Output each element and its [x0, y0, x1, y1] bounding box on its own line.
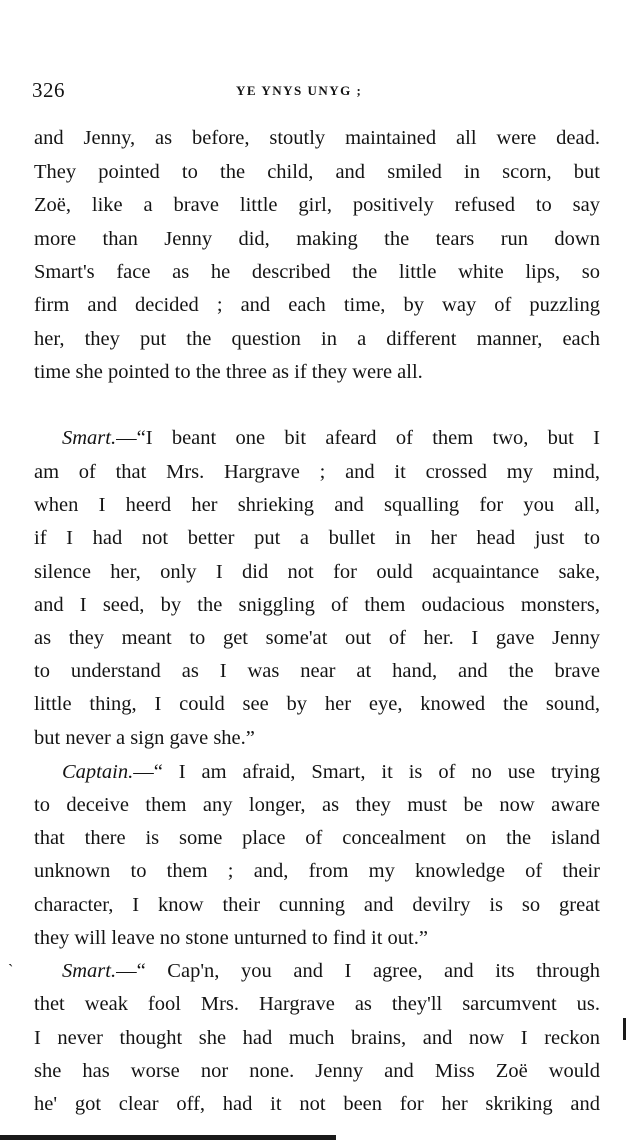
text-line: that there is some place of concealment on the island [34, 827, 600, 849]
text-line: time she pointed to the three as if they were all. [34, 361, 423, 383]
text-line: Smart's face as he described the little white lips, so [34, 261, 600, 283]
text-line: if I had not better put a bullet in her head just to [34, 527, 600, 549]
text-line: but never a sign gave she.” [34, 727, 255, 749]
speech-text: —“I beant one bit afeard of them two, but I [116, 427, 600, 449]
speech-text: —“ I am afraid, Smart, it is of no use trying [133, 761, 600, 783]
text-line: when I heerd her shrieking and squalling for you all, [34, 494, 600, 516]
text-line: little thing, I could see by her eye, knowed the sound, [34, 693, 600, 715]
margin-rule [623, 1018, 626, 1040]
page-number: 326 [32, 78, 65, 102]
text-line: and I seed, by the sniggling of them oudacious monsters, [34, 594, 600, 616]
text-line: she has worse nor none. Jenny and Miss Zoë would [34, 1060, 600, 1082]
text-line: to deceive them any longer, as they must be now aware [34, 794, 600, 816]
text-line: as they meant to get some'at out of her. I gave Jenny [34, 627, 600, 649]
text-line: thet weak fool Mrs. Hargrave as they'll sarcumvent us. [34, 993, 600, 1015]
text-line: silence her, only I did not for ould acquaintance sake, [34, 561, 600, 583]
text-line: more than Jenny did, making the tears run down [34, 228, 600, 250]
text-line: unknown to them ; and, from my knowledge of their [34, 860, 600, 882]
text-line: They pointed to the child, and smiled in scorn, but [34, 161, 600, 183]
speaker-name: Captain. [62, 761, 134, 783]
text-line: firm and decided ; and each time, by way of puzzling [34, 294, 600, 316]
speech-text: —“ Cap'n, you and I agree, and its through [116, 960, 600, 982]
text-line: Zoë, like a brave little girl, positively refused to say [34, 194, 600, 216]
text-line [62, 424, 600, 452]
text-line [62, 758, 600, 786]
text-line: I never thought she had much brains, and now I reckon [34, 1027, 600, 1049]
text-line: they will leave no stone unturned to find it out.” [34, 927, 428, 949]
speaker-name: Smart. [62, 427, 117, 449]
speaker-name: Smart. [62, 960, 117, 982]
text-line: to understand as I was near at hand, and the brave [34, 660, 600, 682]
text-line: am of that Mrs. Hargrave ; and it crossed my mind, [34, 461, 600, 483]
bottom-rule [0, 1135, 336, 1140]
running-head: YE YNYS UNYG ; [236, 83, 363, 98]
text-line: and Jenny, as before, stoutly maintained all were dead. [34, 127, 600, 149]
text-line: he' got clear off, had it not been for her skriking and [34, 1093, 600, 1115]
text-line [62, 957, 600, 985]
stray-mark: ` [8, 962, 14, 979]
text-line: character, I know their cunning and devilry is so great [34, 894, 600, 916]
text-line: her, they put the question in a different manner, each [34, 328, 600, 350]
